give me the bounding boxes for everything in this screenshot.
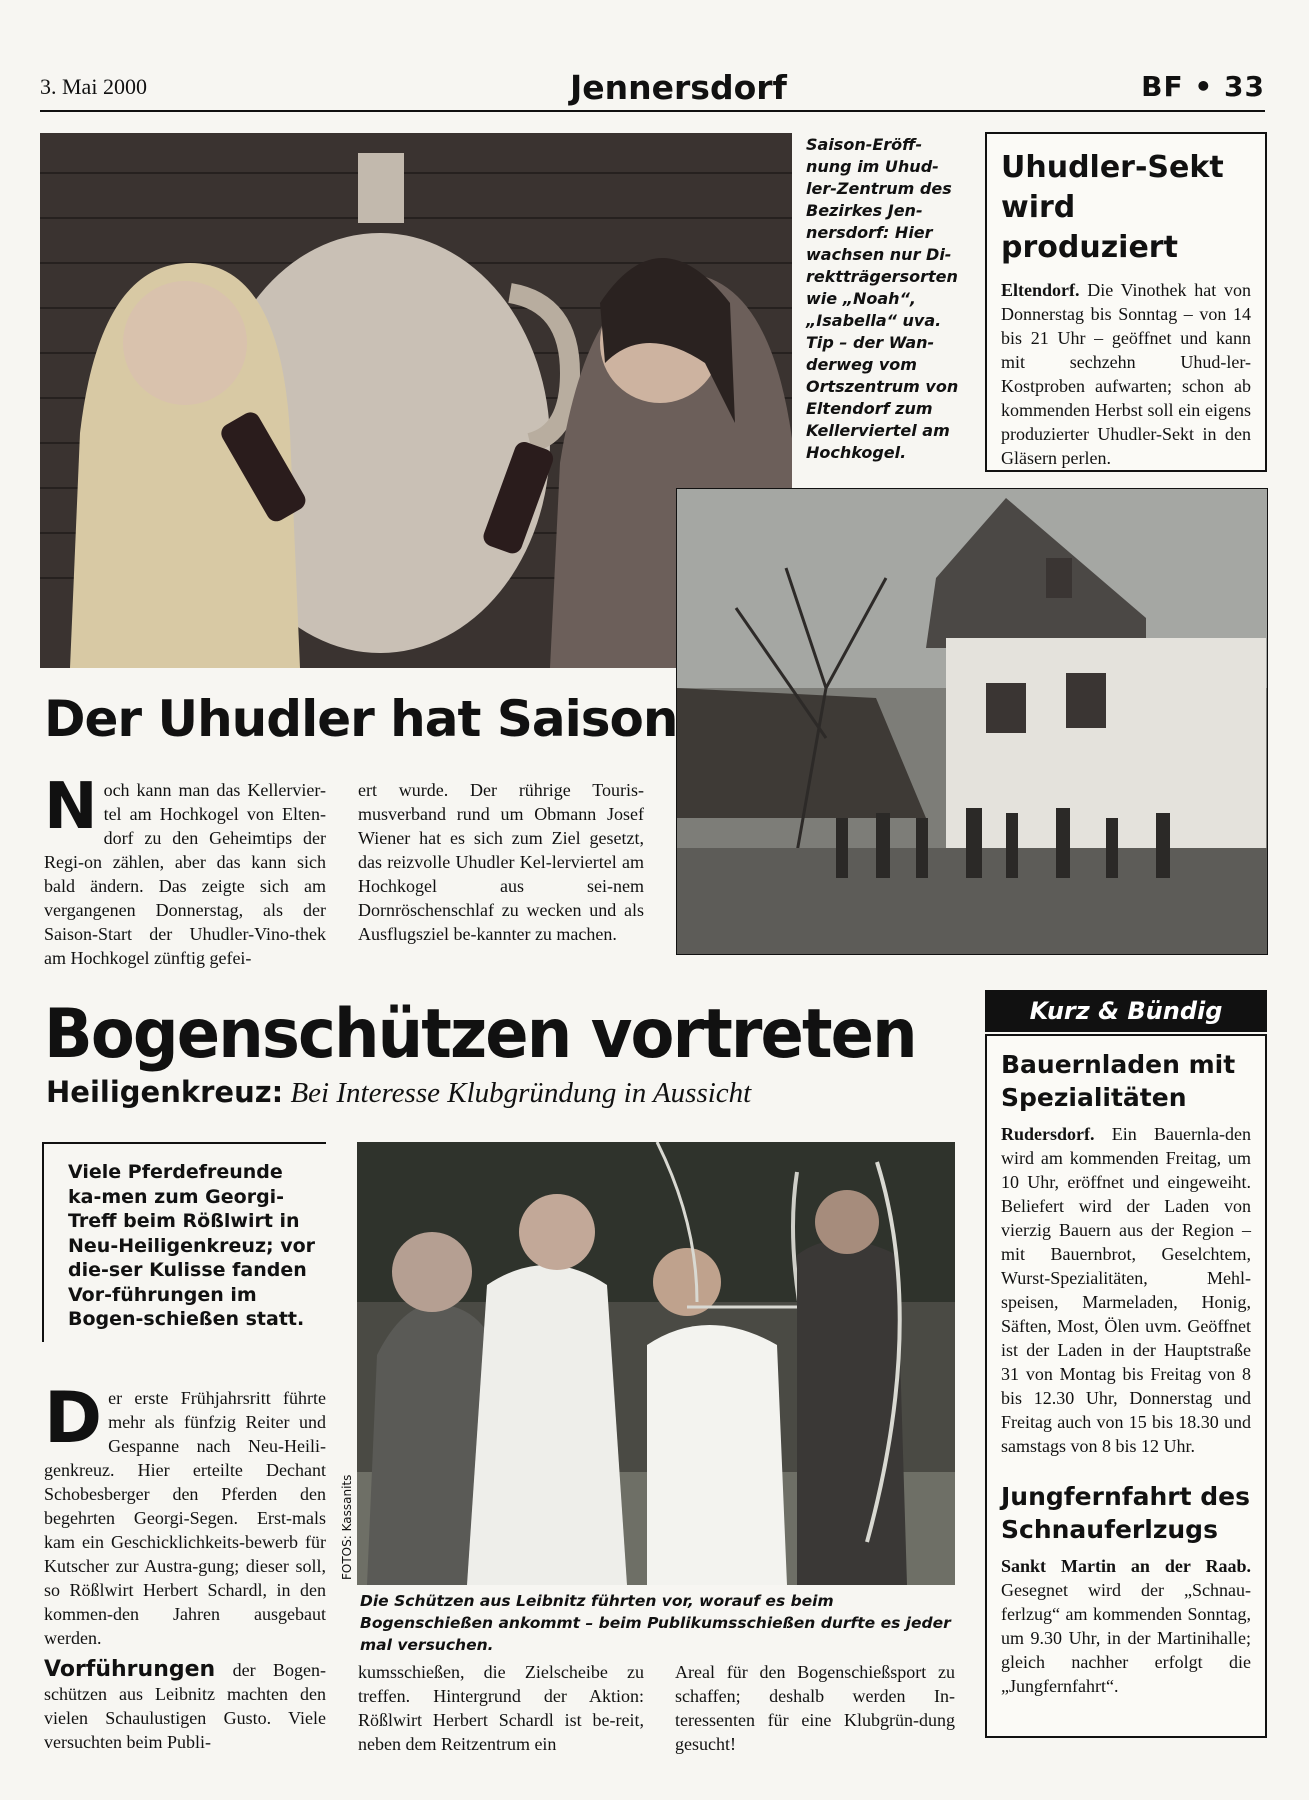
caption-line: Hochkogel. — [806, 443, 907, 462]
kurz-item2-text: Gesegnet wird der „Schnau-ferlzug“ am kommenden Sonntag, um 9.30 Uhr, in der Martinihalle; gleich nachher erfolgt die „Jungfernfahrt“. — [1001, 1580, 1251, 1696]
sekt-lead: Eltendorf. — [1001, 280, 1080, 300]
article2-subhead: Vorführungen — [44, 1657, 216, 1682]
article2-col1-text: er erste Frühjahrsritt führte mehr als fünfzig Reiter und Gespanne nach Neu-Heili-genkreuz. Hier erteilte Dechant Schobesberger den Pferden den begehrten Georgi-Segen. Erst-mals kam ein Geschicklichkeits-bewerb für Kutscher zur Austra-gung; dieser soll, so Rößlwirt Herbert Schardl, in den kommen-den Jahren ausgebaut werden. — [44, 1388, 326, 1648]
article2-subheadline — [46, 1075, 751, 1110]
page-number: BF • 33 — [1141, 70, 1265, 103]
article2-intro: Viele Pferdefreunde ka-men zum Georgi-Treff beim Rößlwirt in Neu-Heiligenkreuz; vor die-ser Kulisse fanden Vor-führungen im Bogen-schießen statt. — [68, 1161, 316, 1330]
article2-headline: Bogenschützen vortreten — [44, 995, 916, 1074]
caption-line: „Isabella“ uva. — [806, 311, 942, 330]
article1-col2 — [358, 778, 644, 946]
photo-credit: FOTOS: Kassanits — [340, 1474, 354, 1580]
kurz-item1-lead: Rudersdorf. — [1001, 1124, 1095, 1144]
article2-col3-text: Areal für den Bogenschießsport zu schaffen; deshalb werden In-teressenten für eine Klubgrün-dung gesucht! — [675, 1662, 955, 1754]
kurz-item2-title: Jungfernfahrt des Schnauferlzugs — [1001, 1482, 1251, 1544]
article2-sub-text: Bei Interesse Klubgründung in Aussicht — [283, 1077, 752, 1109]
kurz-item1-title: Bauernladen mit Spezialitäten — [1001, 1050, 1236, 1112]
kurz-item1-text: Ein Bauernla-den wird am kommenden Freitag, um 10 Uhr, eröffnet und eingeweiht. Beliefert wird der Laden von vierzig Bauern aus der Region – mit Bauernbrot, Geselchtem, Wurst-Spezialitäten, Mehl-speisen, Marmeladen, Honig, Säften, Most, Ölen uvm. Geöffnet ist der Laden in der Hauptstraße 31 von Montag bis Freitag von 8 bis 12.30 Uhr, Donnerstag und Freitag auch von 15 bis 18.30 und samstags von 8 bis 12 Uhr. — [1001, 1124, 1251, 1456]
issue-date: 3. Mai 2000 — [40, 74, 147, 99]
sekt-body — [1001, 278, 1251, 470]
caption-line: derweg vom — [806, 355, 917, 374]
article2-col3 — [675, 1660, 955, 1756]
article2-col1-continued — [44, 1658, 326, 1754]
article1-col2-text: ert wurde. Der rührige Touris-musverband rund um Obmann Josef Wiener hat es sich zum Ziel gesetzt, das reizvolle Uhudler Kel-lerviertel am Hochkogel aus sei-nem Dornröschenschlaf zu wecken und als Ausflugsziel be-kannter zu machen. — [358, 780, 644, 944]
caption-line: Bezirkes Jen- — [806, 201, 923, 220]
header-rule — [40, 110, 1265, 112]
kurz-header: Kurz & Bündig — [985, 990, 1267, 1032]
caption-line: Tip – der Wan- — [806, 333, 935, 352]
article2-sub-place: Heiligenkreuz: — [46, 1075, 284, 1109]
article2-col1b-text: der Bogen-schützen aus Leibnitz machten den vielen Schaulustigen Gusto. Viele versuchten beim Publi- — [44, 1660, 326, 1752]
photo-kellerviertel-house — [676, 488, 1268, 955]
kurz-item1-body — [1001, 1122, 1251, 1458]
article2-col2-text: kumsschießen, die Zielscheibe zu treffen. Hintergrund der Aktion: Rößlwirt Herbert Schardl ist be-reit, neben dem Reitzentrum ein — [358, 1662, 644, 1754]
sekt-news-box — [985, 132, 1267, 472]
sekt-title — [1001, 148, 1251, 268]
kurz-item2-body — [1001, 1554, 1251, 1698]
article2-dropcap: D — [44, 1377, 103, 1459]
sekt-text: Die Vinothek hat von Donnerstag bis Sonntag – von 14 bis 21 Uhr – geöffnet und kann mit sechzehn Uhud-ler-Kostproben aufwarten; schon ab kommenden Herbst soll ein eigens produzierter Uhudler-Sekt in den Gläsern perlen. — [1001, 280, 1251, 468]
caption-line: nung im Uhud- — [806, 157, 939, 176]
article2-col1 — [44, 1377, 326, 1754]
caption-line: wachsen nur Di- — [806, 245, 952, 264]
article1-dropcap: N — [44, 770, 98, 844]
caption-line: wie „Noah“, — [806, 289, 916, 308]
article1-headline: Der Uhudler hat Saison — [44, 690, 678, 748]
caption-line: nersdorf: Hier — [806, 223, 933, 242]
caption-line: Eltendorf zum — [806, 399, 933, 418]
kurz-item2-lead: Sankt Martin an der Raab. — [1001, 1556, 1251, 1576]
article1-col1-text: och kann man das Kellervier-tel am Hochkogel von Elten-dorf zu den Geheimtips der Regi-on zählen, aber das kann sich bald ändern. Das zeigte sich am vergangenen Donnerstag, als der Saison-Start der Uhudler-Vino-thek am Hochkogel zünftig gefei- — [44, 780, 326, 968]
section-title: Jennersdorf — [570, 68, 787, 107]
article2-col2 — [358, 1660, 644, 1756]
kurz-box — [985, 1034, 1267, 1738]
caption-line: rektträgersorten — [806, 267, 958, 286]
caption-line: ler-Zentrum des — [806, 179, 952, 198]
caption-line: Kellerviertel am — [806, 421, 950, 440]
archers-caption: Die Schützen aus Leibnitz führten vor, worauf es beim Bogenschießen ankommt – beim Publikumsschießen durfte es jeder mal versuchen. — [360, 1592, 951, 1654]
sekt-title-line: Uhudler-Sekt — [1001, 150, 1224, 185]
caption-line: Saison-Eröff- — [806, 135, 923, 154]
article1-col1 — [44, 770, 326, 970]
photo-archers — [357, 1142, 955, 1585]
article2-intro-box — [42, 1142, 326, 1342]
photo1-caption — [806, 134, 966, 464]
caption-line: Ortszentrum von — [806, 377, 959, 396]
sekt-title-line: wird produziert — [1001, 190, 1178, 265]
